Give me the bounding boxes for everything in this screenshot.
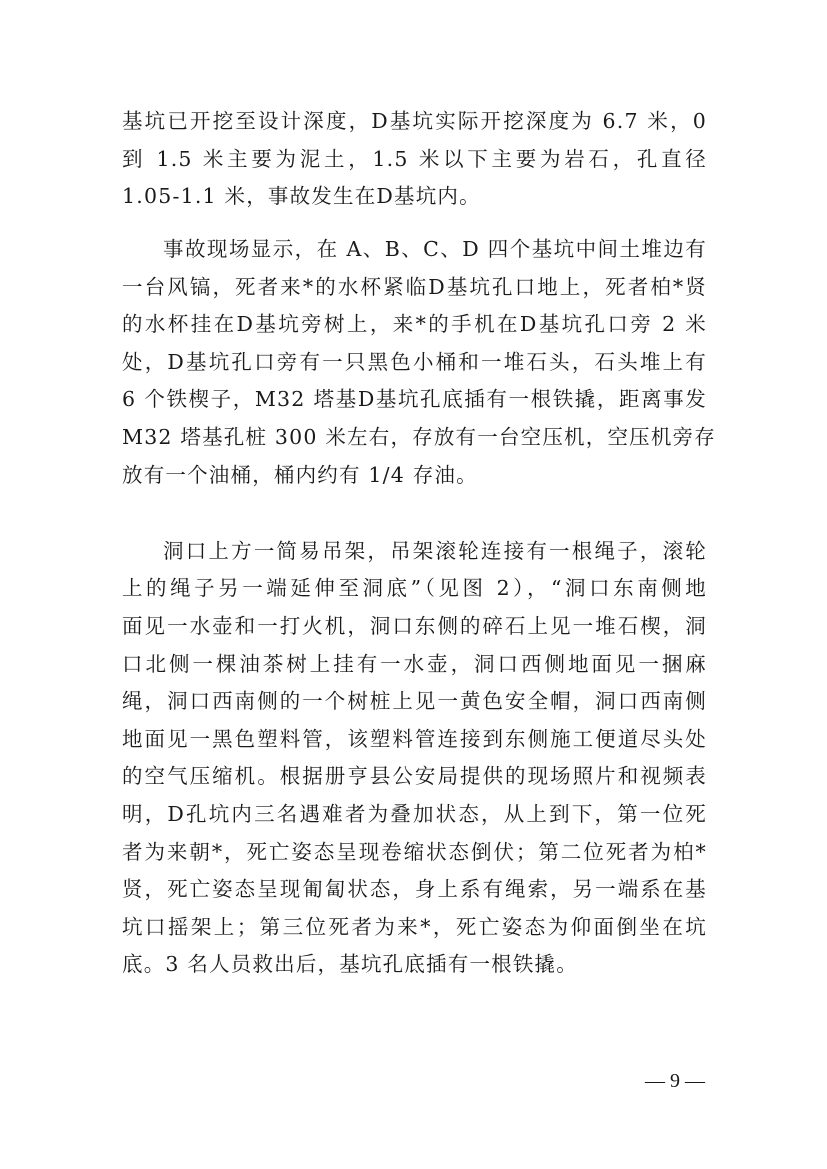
text-line: 处，D基坑孔口旁有一只黑色小桶和一堆石头，石头堆上有 bbox=[122, 350, 707, 374]
text-line: 底。3 名人员救出后，基坑孔底插有一根铁撬。 bbox=[122, 952, 578, 976]
text-line: 贤，死亡姿态呈现匍匐状态，身上系有绳索，另一端系在基 bbox=[122, 877, 707, 901]
text-line: 事故现场显示，在 A、B、C、D 四个基坑中间土堆边有 bbox=[163, 237, 707, 261]
text-line: 坑口摇架上；第三位死者为来*，死亡姿态为仰面倒坐在坑 bbox=[122, 915, 707, 939]
text-line: 1.05-1.1 米，事故发生在D基坑内。 bbox=[122, 184, 481, 208]
text-line: 者为来朝*，死亡姿态呈现卷缩状态倒伏；第二位死者为柏* bbox=[122, 840, 707, 864]
text-line: 的空气压缩机。根据册亨县公安局提供的现场照片和视频表 bbox=[122, 764, 707, 788]
text-line: 地面见一黑色塑料管，该塑料管连接到东侧施工便道尽头处 bbox=[122, 727, 707, 751]
text-line: 上的绳子另一端延伸至洞底”（见图 2），“洞口东南侧地 bbox=[122, 576, 707, 600]
text-line: 放有一个油桶，桶内约有 1/4 存油。 bbox=[122, 463, 478, 487]
text-line: M32 塔基孔桩 300 米左右，存放有一台空压机，空压机旁存 bbox=[122, 425, 716, 449]
text-line: 6 个铁楔子，M32 塔基D基坑孔底插有一根铁撬，距离事发 bbox=[122, 387, 707, 411]
text-line: 明，D孔坑内三名遇难者为叠加状态，从上到下，第一位死 bbox=[122, 802, 707, 826]
text-line: 洞口上方一简易吊架，吊架滚轮连接有一根绳子，滚轮 bbox=[163, 539, 707, 563]
text-line: 一台风镐，死者来*的水杯紧临D基坑孔口地上，死者柏*贤 bbox=[122, 275, 707, 299]
text-line: 口北侧一棵油茶树上挂有一水壶，洞口西侧地面见一捆麻 bbox=[122, 652, 707, 676]
text-line: 面见一水壶和一打火机，洞口东侧的碎石上见一堆石楔，洞 bbox=[122, 614, 707, 638]
text-line: 的水杯挂在D基坑旁树上，来*的手机在D基坑孔口旁 2 米 bbox=[122, 312, 707, 336]
page-number: — 9 — bbox=[645, 1070, 705, 1092]
text-line: 绳，洞口西南侧的一个树桩上见一黄色安全帽，洞口西南侧 bbox=[122, 689, 707, 713]
text-line: 到 1.5 米主要为泥土，1.5 米以下主要为岩石，孔直径 bbox=[122, 147, 707, 171]
text-line: 基坑已开挖至设计深度，D基坑实际开挖深度为 6.7 米，0 bbox=[122, 109, 707, 133]
